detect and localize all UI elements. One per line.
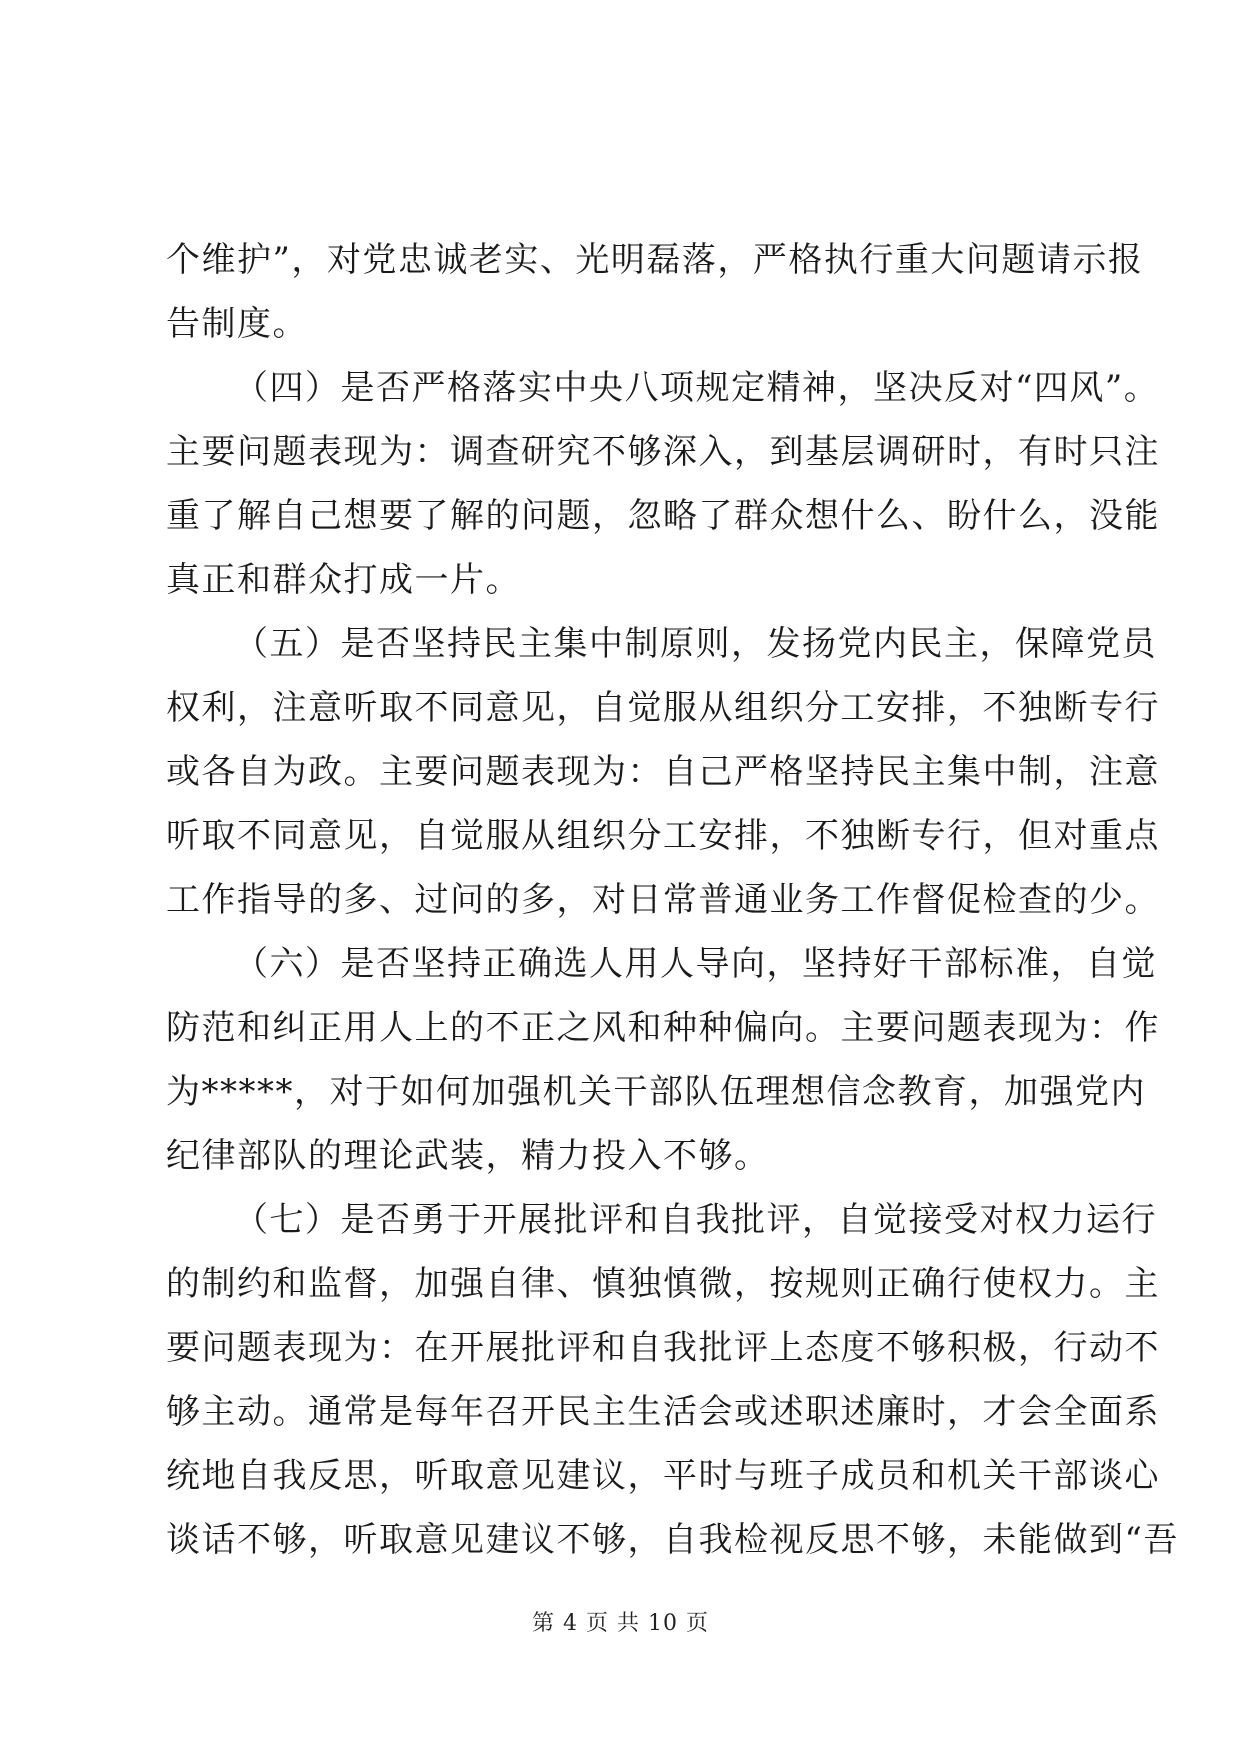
section-heading-7: （七）是否勇于开展批评和自我批评，自觉接受对权力运行 <box>234 1200 1157 1240</box>
text-line: 重了解自己想要了解的问题，忽略了群众想什么、盼什么，没能 <box>166 496 1160 536</box>
text-line: 够主动。通常是每年召开民主生活会或述职述廉时，才会全面系 <box>166 1392 1160 1432</box>
text-line: 主要问题表现为：调查研究不够深入，到基层调研时，有时只注 <box>166 432 1160 472</box>
text-line: 为*****，对于如何加强机关干部队伍理想信念教育，加强党内 <box>166 1072 1146 1112</box>
section-heading-4: （四）是否严格落实中央八项规定精神，坚决反对“四风”。 <box>234 368 1160 408</box>
text-line: 告制度。 <box>166 304 308 344</box>
text-line: 要问题表现为：在开展批评和自我批评上态度不够积极，行动不 <box>166 1328 1160 1368</box>
page-number-footer: 第 4 页 共 10 页 <box>532 1611 709 1636</box>
text-line: 听取不同意见，自觉服从组织分工安排，不独断专行，但对重点 <box>166 816 1160 856</box>
text-line: 或各自为政。主要问题表现为：自己严格坚持民主集中制，注意 <box>166 752 1160 792</box>
text-line: 真正和群众打成一片。 <box>166 560 521 600</box>
text-line: 防范和纠正用人上的不正之风和种种偏向。主要问题表现为：作 <box>166 1008 1160 1048</box>
text-line: 工作指导的多、过问的多，对日常普通业务工作督促检查的少。 <box>166 880 1160 920</box>
document-body <box>166 228 1179 1572</box>
text-line: 谈话不够，听取意见建议不够，自我检视反思不够，未能做到“吾 <box>166 1520 1179 1560</box>
text-line: 个维护”，对党忠诚老实、光明磊落，严格执行重大问题请示报 <box>166 240 1144 280</box>
section-heading-6: （六）是否坚持正确选人用人导向，坚持好干部标准，自觉 <box>234 944 1157 984</box>
text-line: 的制约和监督，加强自律、慎独慎微，按规则正确行使权力。主 <box>166 1264 1160 1304</box>
text-line: 纪律部队的理论武装，精力投入不够。 <box>166 1136 770 1176</box>
text-line: 权利，注意听取不同意见，自觉服从组织分工安排，不独断专行 <box>166 688 1160 728</box>
section-heading-5: （五）是否坚持民主集中制原则，发扬党内民主，保障党员 <box>234 624 1157 664</box>
text-line: 统地自我反思，听取意见建议，平时与班子成员和机关干部谈心 <box>166 1456 1160 1496</box>
